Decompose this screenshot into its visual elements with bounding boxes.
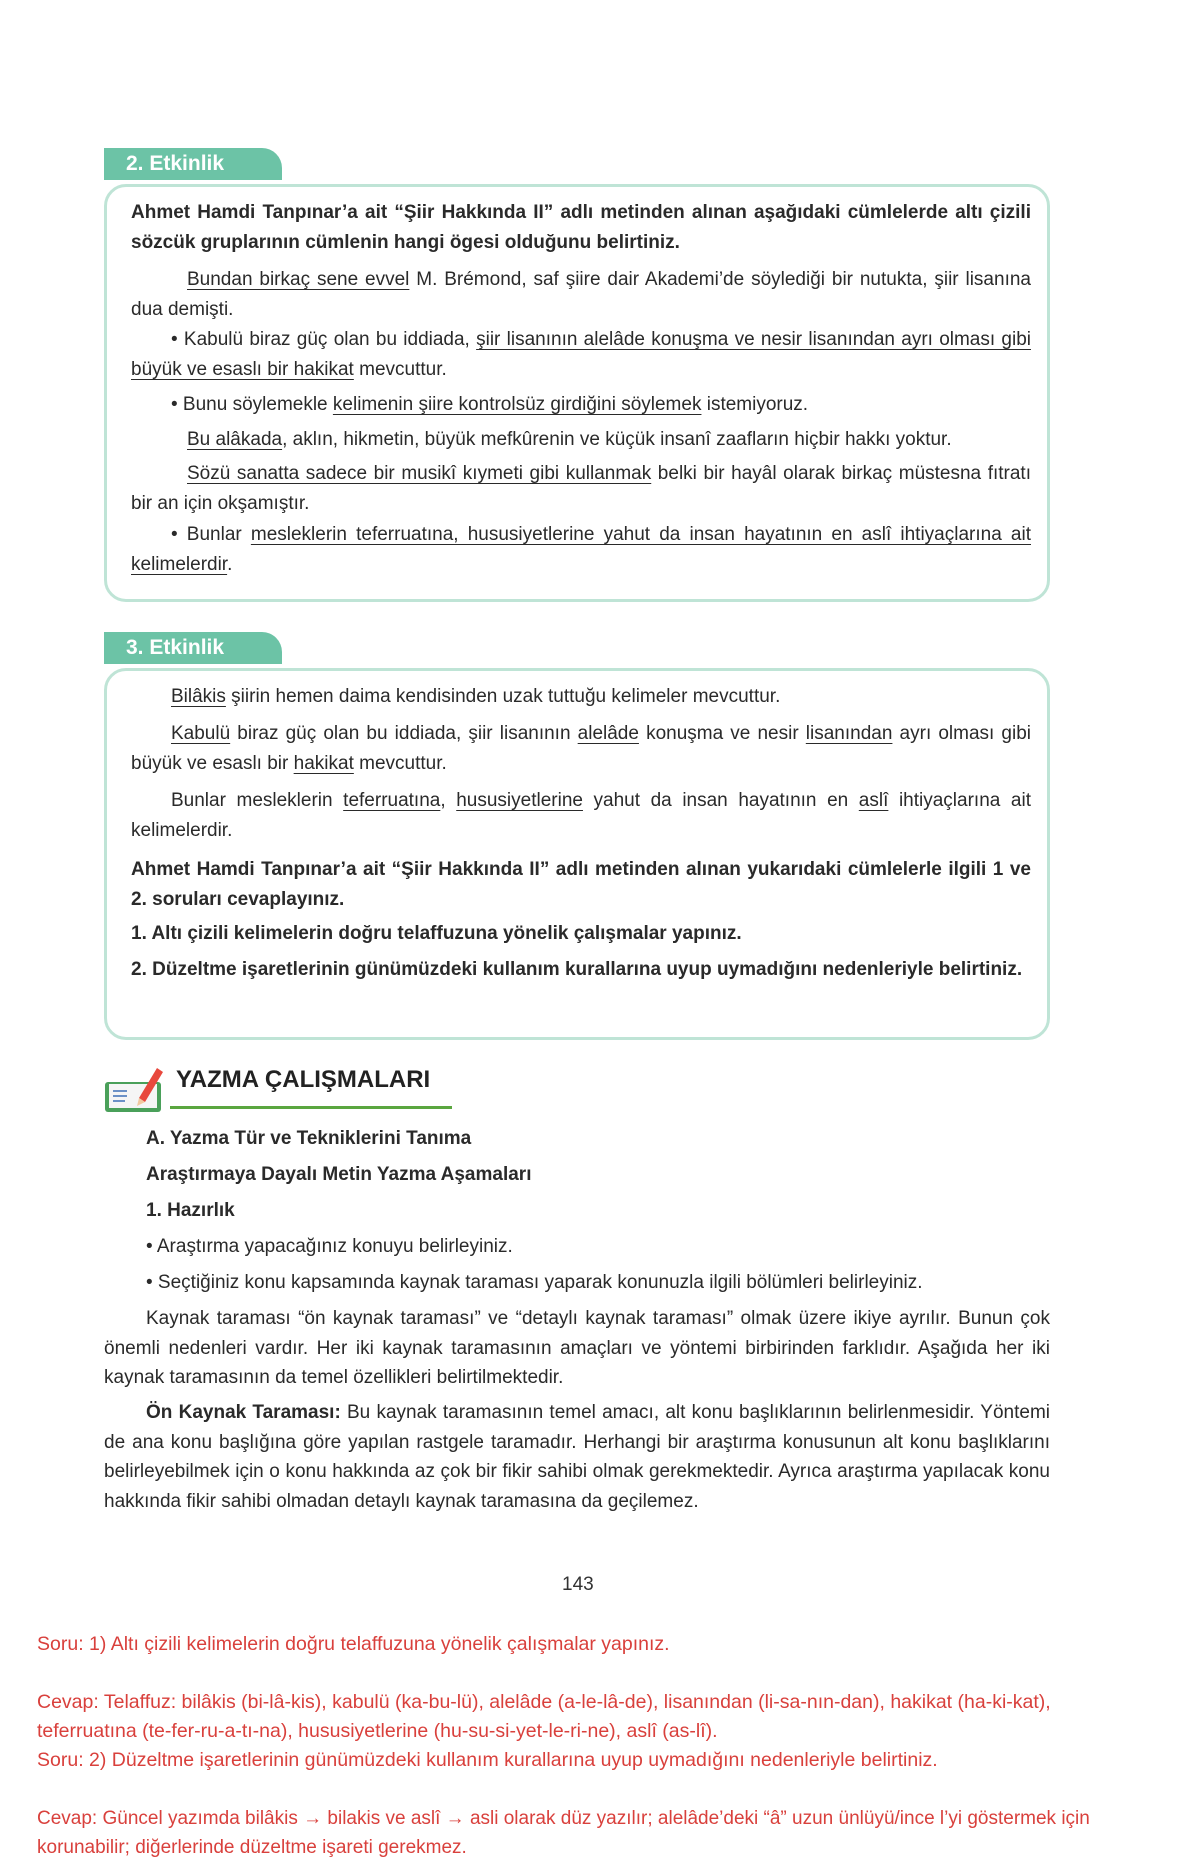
answer-question-1: Soru: 1) Altı çizili kelimelerin doğru telaffuzuna yönelik çalışmalar yapınız.: [37, 1633, 670, 1655]
activity-2-instruction: Ahmet Hamdi Tanpınar’a ait “Şiir Hakkında II” adlı metinden alınan aşağıdaki cümlelerde altı çizili sözcük gruplarının cümlenin hangi ögesi olduğunu belirtiniz.: [131, 202, 1031, 253]
sentence-6: • Bunlar mesleklerin teferruatına, hususiyetlerine yahut da insan hayatının en aslî ihtiyaçlarına ait kelimelerdir.: [131, 524, 1031, 575]
writing-heading-preparation: 1. Hazırlık: [146, 1200, 235, 1221]
sentence-5: Sözü sanatta sadece bir musikî kıymeti gibi kullanmak belki bir hayâl olarak birkaç müstesna fıtratı bir an için okşamıştır.: [131, 463, 1031, 514]
activity-3-instruction: Ahmet Hamdi Tanpınar’a ait “Şiir Hakkında II” adlı metinden alınan yukarıdaki cümlelerle ilgili 1 ve 2. soruları cevaplayınız.: [131, 859, 1031, 910]
activity-2-label: 2. Etkinlik: [126, 152, 225, 175]
question-2: 2. Düzeltme işaretlerinin günümüzdeki kullanım kurallarına uyup uymadığını nedenleriyle belirtiniz.: [131, 959, 1023, 980]
answer-1: Cevap: Telaffuz: bilâkis (bi-lâ-kis), kabulü (ka-bu-lü), alelâde (a-le-lâ-de), lisanından (li-sa-nın-dan), hakikat (ha-ki-kat), teferruatına (te-fer-ru-a-tı-na), hususiyetlerine (hu-su-si-yet-le-ri-ne), aslî (as-lî).: [37, 1691, 1051, 1742]
sentence-3: • Bunu söylemekle kelimenin şiire kontrolsüz girdiğini söylemek istemiyoruz.: [171, 394, 809, 415]
writing-paragraph-2: Ön Kaynak Taraması: Bu kaynak taramasının temel amacı, alt konu başlıklarının belirlenmesidir. Yöntemi de ana konu başlığına göre yapılan rastgele taramadır. Herhangi bir araştırma konusunun alt konu başlıklarını belirleyebilmek için o konu hakkında az çok bir fikir sahibi olmak gerekmektedir. Ayrıca araştırma yapılacak konu hakkında fikir sahibi olmadan detaylı kaynak taramasına da geçilemez.: [104, 1402, 1050, 1512]
writing-bullet-2: • Seçtiğiniz konu kapsamında kaynak taraması yaparak konunuzla ilgili bölümleri belirleyiniz.: [146, 1272, 923, 1293]
activity-3-box: [104, 668, 1050, 1040]
sentence-2: • Kabulü biraz güç olan bu iddiada, şiir lisanının alelâde konuşma ve nesir lisanından ayrı olması gibi büyük ve esaslı bir hakikat mevcuttur.: [131, 329, 1031, 380]
writing-section-title: YAZMA ÇALIŞMALARI: [176, 1066, 431, 1093]
writing-heading-stages: Araştırmaya Dayalı Metin Yazma Aşamaları: [146, 1164, 532, 1185]
page-number: 143: [562, 1574, 594, 1595]
writing-heading-a: A. Yazma Tür ve Tekniklerini Tanıma: [146, 1128, 472, 1149]
sentence-1: Bundan birkaç sene evvel M. Brémond, saf şiire dair Akademi’de söylediği bir nutukta, şiir lisanına dua demişti.: [131, 269, 1031, 320]
activity-3-line-2: Kabulü biraz güç olan bu iddiada, şiir lisanının alelâde konuşma ve nesir lisanından ayrı olması gibi büyük ve esaslı bir hakikat mevcuttur.: [131, 723, 1032, 774]
activity-2-box: [104, 184, 1050, 602]
activity-2-tab: [104, 148, 282, 180]
writing-title-underline: [170, 1106, 452, 1109]
answer-question-2: Soru: 2) Düzeltme işaretlerinin günümüzdeki kullanım kurallarına uyup uymadığını nedenleriyle belirtiniz.: [37, 1749, 938, 1771]
activity-3-line-1: Bilâkis şiirin hemen daima kendisinden uzak tuttuğu kelimeler mevcuttur.: [171, 686, 781, 707]
activity-3-line-3: Bunlar mesleklerin teferruatına, hususiyetlerine yahut da insan hayatının en aslî ihtiyaçlarına ait kelimelerdir.: [131, 790, 1031, 841]
writing-bullet-1: • Araştırma yapacağınız konuyu belirleyiniz.: [146, 1236, 513, 1257]
activity-3-label: 3. Etkinlik: [126, 636, 225, 659]
writing-book-pencil-icon: [103, 1064, 165, 1116]
activity-3-tab: [104, 632, 282, 664]
answer-2: Cevap: Güncel yazımda bilâkis → bilakis ve aslî → asli olarak düz yazılır; alelâde’deki “â” uzun ünlüyü/ince l’yi göstermek için korunabilir; diğerlerinde düzeltme işareti gerekmez.: [37, 1808, 1090, 1858]
question-1: 1. Altı çizili kelimelerin doğru telaffuzuna yönelik çalışmalar yapınız.: [131, 923, 742, 944]
writing-paragraph-1: Kaynak taraması “ön kaynak taraması” ve “detaylı kaynak taraması” olmak üzere ikiye ayrılır. Bunun çok önemli nedenleri vardır. Her iki kaynak taramasının amaçları ve yöntemi birbirinden farklıdır. Aşağıda her iki kaynak taramasının da temel özellikleri belirtilmektedir.: [104, 1308, 1050, 1388]
sentence-4: Bu alâkada, aklın, hikmetin, büyük mefkûrenin ve küçük insanî zaafların hiçbir hakkı yoktur.: [187, 429, 952, 450]
